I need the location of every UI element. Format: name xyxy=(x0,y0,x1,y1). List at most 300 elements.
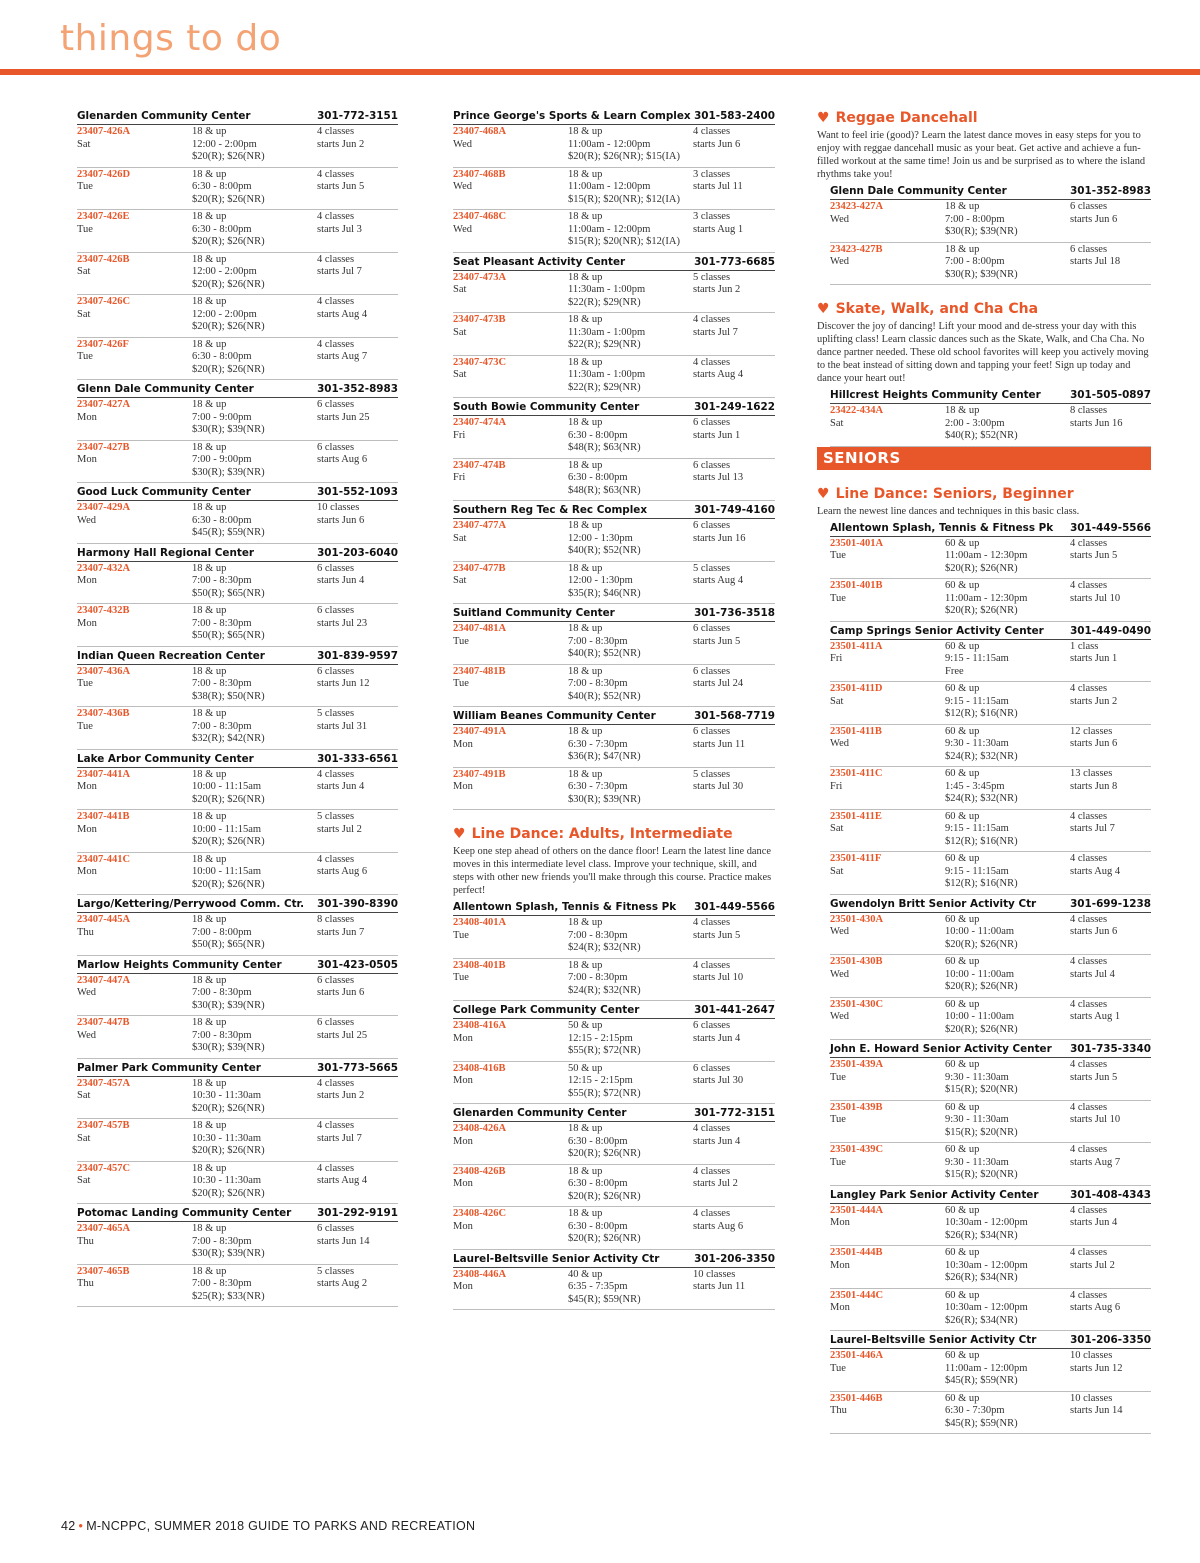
class-count: 10 classes xyxy=(317,502,360,513)
class-age: 18 & up xyxy=(568,1208,603,1219)
class-age: 18 & up xyxy=(192,605,227,616)
class-row xyxy=(830,1349,1151,1392)
class-count: 13 classes xyxy=(1070,768,1113,779)
class-age: 18 & up xyxy=(568,917,603,928)
class-fee: $20(R); $26(NR) xyxy=(192,793,265,805)
class-day: Sat xyxy=(453,532,467,544)
class-detail-cell xyxy=(945,580,1070,618)
class-age: 60 & up xyxy=(945,956,980,967)
class-session-cell xyxy=(1070,1059,1151,1097)
class-start: starts Jun 4 xyxy=(317,781,365,792)
class-start: starts Jul 7 xyxy=(317,266,362,277)
class-id-cell xyxy=(453,1166,568,1204)
class-age: 18 & up xyxy=(568,726,603,737)
venue-phone: 301-292-9191 xyxy=(317,1207,398,1219)
class-count: 4 classes xyxy=(1070,1247,1108,1258)
class-day: Wed xyxy=(830,968,849,980)
class-detail-cell xyxy=(945,1247,1070,1285)
class-session-cell xyxy=(317,1163,398,1201)
class-count: 10 classes xyxy=(1070,1350,1113,1361)
class-detail-cell xyxy=(945,405,1070,443)
venue-block xyxy=(453,256,775,399)
class-id-cell xyxy=(77,1120,192,1158)
class-fee: $45(R); $59(NR) xyxy=(945,1375,1018,1386)
class-detail-cell xyxy=(568,960,693,998)
class-time: 12:00 - 2:00pm xyxy=(192,138,257,150)
class-code: 23407-477B xyxy=(453,562,506,574)
class-age: 60 & up xyxy=(945,640,980,652)
class-detail-cell xyxy=(945,683,1070,721)
class-id-cell xyxy=(830,580,945,618)
class-detail-cell xyxy=(192,126,317,164)
venue-phone: 301-390-8390 xyxy=(317,898,398,910)
class-code: 23407-465A xyxy=(77,1223,131,1234)
class-age: 60 & up xyxy=(945,725,980,737)
class-id-cell xyxy=(77,211,192,249)
class-age: 60 & up xyxy=(945,1101,980,1113)
class-start: starts Jul 3 xyxy=(317,223,362,235)
class-age: 50 & up xyxy=(568,1020,603,1031)
class-start: starts Jul 13 xyxy=(693,472,744,483)
class-id-cell xyxy=(830,999,945,1037)
class-time: 7:00 - 8:30pm xyxy=(192,1029,252,1041)
class-age: 18 & up xyxy=(568,417,603,428)
class-code: 23408-426B xyxy=(453,1165,506,1177)
class-day: Mon xyxy=(453,738,473,750)
class-code: 23501-401A xyxy=(830,537,884,549)
venue-phone: 301-203-6040 xyxy=(317,546,398,559)
class-time: 10:30 - 11:30am xyxy=(192,1132,262,1144)
section-description: Keep one step ahead of others on the dance floor! Learn the latest line dance moves in this intermediate level class. Improve your technique, skill, and steps with other new friends you'll make through this course. Practice makes perfect! xyxy=(453,846,772,896)
class-row xyxy=(830,640,1151,683)
venue-name: Suitland Community Center xyxy=(453,607,615,619)
class-code: 23422-434A xyxy=(830,405,884,416)
class-id-cell xyxy=(830,538,945,576)
class-age: 18 & up xyxy=(568,959,603,971)
venue-name: Lake Arbor Community Center xyxy=(77,752,254,765)
class-detail-cell xyxy=(192,854,317,892)
class-fee: $24(R); $32(NR) xyxy=(568,984,641,996)
venue-block xyxy=(453,401,775,501)
class-row xyxy=(453,125,775,168)
class-row xyxy=(77,253,398,296)
class-fee: $20(R); $26(NR); $15(IA) xyxy=(568,151,680,162)
class-code: 23407-426A xyxy=(77,126,131,137)
class-id-cell xyxy=(830,683,945,721)
class-time: 11:30am - 1:00pm xyxy=(568,284,646,295)
class-session-cell xyxy=(1070,1290,1151,1328)
class-detail-cell xyxy=(192,605,317,643)
class-row xyxy=(453,210,775,253)
venue-header xyxy=(830,1334,1151,1349)
class-row xyxy=(453,768,775,811)
venue-name: Allentown Splash, Tennis & Fitness Pk xyxy=(453,901,677,913)
class-age: 18 & up xyxy=(568,459,603,471)
class-time: 9:30 - 11:30am xyxy=(945,738,1009,749)
class-time: 11:00am - 12:00pm xyxy=(568,223,651,235)
class-start: starts Jul 11 xyxy=(693,181,743,192)
class-age: 18 & up xyxy=(192,1077,227,1089)
class-id-cell xyxy=(830,1205,945,1243)
venue-header xyxy=(77,753,398,768)
class-fee: $45(R); $59(NR) xyxy=(192,527,265,538)
section-title-text: Skate, Walk, and Cha Cha xyxy=(835,301,1039,317)
class-day: Fri xyxy=(453,472,466,483)
class-fee: $20(R); $26(NR) xyxy=(192,236,265,247)
class-session-cell xyxy=(317,502,398,540)
venue-name: Glenn Dale Community Center xyxy=(77,383,254,395)
class-time: 9:30 - 11:30am xyxy=(945,1071,1009,1083)
class-fee: $40(R); $52(NR) xyxy=(568,545,641,556)
class-count: 4 classes xyxy=(317,126,355,137)
class-code: 23408-401B xyxy=(453,959,506,971)
class-detail-cell xyxy=(945,956,1070,994)
class-detail-cell xyxy=(568,211,693,249)
class-start: starts Jul 2 xyxy=(1070,1259,1115,1271)
class-row xyxy=(77,1265,398,1308)
class-code: 23501-411B xyxy=(830,725,882,737)
footer-text: M-NCPPC, SUMMER 2018 GUIDE TO PARKS AND RECREATION xyxy=(86,1519,476,1533)
class-count: 4 classes xyxy=(317,768,355,780)
class-count: 4 classes xyxy=(1070,537,1108,549)
section-description: Want to feel irie (good)? Learn the latest dance moves in easy steps for you to enjoy with reggae dancehall music as your beat. Get active and achieve a fun-filled workout at the same time! Join us and be surprised as to where the island rhythms take you! xyxy=(817,130,1146,180)
class-day: Thu xyxy=(77,1235,94,1247)
class-age: 60 & up xyxy=(945,1392,980,1404)
class-code: 23501-430B xyxy=(830,956,883,967)
venue-header xyxy=(453,1107,775,1122)
class-count: 6 classes xyxy=(693,665,731,677)
class-time: 12:00 - 2:00pm xyxy=(192,308,257,320)
class-start: starts Jul 31 xyxy=(317,720,368,732)
class-session-cell xyxy=(317,442,398,480)
class-detail-cell xyxy=(192,1120,317,1158)
class-start: starts Jun 16 xyxy=(1070,417,1123,429)
venue-header xyxy=(77,898,398,913)
venue-block xyxy=(830,625,1151,895)
venue-block xyxy=(77,547,398,647)
class-count: 6 classes xyxy=(693,520,731,531)
class-id-cell xyxy=(830,1247,945,1285)
class-time: 9:30 - 11:30am xyxy=(945,1156,1009,1168)
class-day: Thu xyxy=(77,1278,94,1289)
venue-phone: 301-449-0490 xyxy=(1070,624,1151,637)
class-detail-cell xyxy=(568,623,693,661)
class-code: 23407-429A xyxy=(77,502,131,513)
class-row xyxy=(453,1062,775,1105)
class-day: Tue xyxy=(830,550,846,561)
class-detail-cell xyxy=(568,563,693,601)
class-detail-cell xyxy=(192,254,317,292)
class-session-cell xyxy=(693,1166,775,1204)
class-code: 23407-427B xyxy=(77,441,130,453)
venue-block xyxy=(77,650,398,750)
class-row xyxy=(453,356,775,399)
venue-header xyxy=(77,383,398,398)
class-fee: $25(R); $33(NR) xyxy=(192,1290,265,1302)
class-count: 5 classes xyxy=(693,768,731,780)
class-id-cell xyxy=(830,726,945,764)
class-age: 18 & up xyxy=(192,914,227,925)
class-time: 9:15 - 11:15am xyxy=(945,653,1009,664)
class-start: starts Jun 5 xyxy=(1070,1071,1118,1083)
class-code: 23408-426A xyxy=(453,1123,507,1134)
class-start: starts Jun 2 xyxy=(317,138,365,150)
class-start: starts Jun 4 xyxy=(1070,1217,1118,1228)
class-day: Sat xyxy=(77,1090,91,1101)
venue-phone: 301-839-9597 xyxy=(317,649,398,662)
venue-header xyxy=(830,522,1151,537)
class-time: 6:30 - 8:00pm xyxy=(192,351,252,362)
class-time: 7:00 - 8:30pm xyxy=(568,929,628,941)
class-id-cell xyxy=(77,708,192,746)
class-row xyxy=(830,1392,1151,1435)
class-age: 18 & up xyxy=(192,1162,227,1174)
class-row xyxy=(830,404,1151,447)
class-code: 23407-426F xyxy=(77,338,129,350)
class-session-cell xyxy=(693,417,775,455)
class-id-cell xyxy=(453,314,568,352)
class-start: starts Jul 4 xyxy=(1070,968,1115,980)
class-count: 8 classes xyxy=(317,914,355,925)
class-session-cell xyxy=(317,126,398,164)
class-row xyxy=(830,682,1151,725)
class-id-cell xyxy=(453,357,568,395)
class-start: starts Aug 6 xyxy=(317,454,368,465)
class-count: 5 classes xyxy=(693,271,731,283)
class-row xyxy=(453,725,775,768)
class-detail-cell xyxy=(568,126,693,164)
class-start: starts Aug 6 xyxy=(317,866,368,877)
class-detail-cell xyxy=(192,563,317,601)
class-day: Mon xyxy=(453,1032,473,1044)
venue-name: Marlow Heights Community Center xyxy=(77,958,282,971)
class-session-cell xyxy=(1070,405,1151,443)
class-code: 23408-401A xyxy=(453,917,507,928)
venue-phone: 301-352-8983 xyxy=(317,383,398,395)
class-fee: $48(R); $63(NR) xyxy=(568,442,641,453)
class-id-cell xyxy=(453,1208,568,1246)
class-code: 23407-473B xyxy=(453,314,506,325)
class-row xyxy=(830,767,1151,810)
class-fee: $30(R); $39(NR) xyxy=(192,1248,265,1259)
venue-header xyxy=(77,1062,398,1077)
class-session-cell xyxy=(317,399,398,437)
class-time: 9:15 - 11:15am xyxy=(945,823,1009,834)
class-fee: Free xyxy=(945,665,964,677)
class-start: starts Jun 6 xyxy=(317,987,365,998)
class-start: starts Jun 1 xyxy=(693,429,741,441)
class-fee: $55(R); $72(NR) xyxy=(568,1087,641,1099)
class-session-cell xyxy=(1070,956,1151,994)
venue-phone: 301-736-3518 xyxy=(694,607,775,619)
class-age: 18 & up xyxy=(192,126,227,137)
class-start: starts Jun 6 xyxy=(1070,213,1118,225)
class-count: 4 classes xyxy=(693,959,731,971)
class-code: 23501-430A xyxy=(830,913,884,925)
venue-header xyxy=(77,959,398,974)
page-title: things to do xyxy=(60,18,282,59)
class-fee: $26(R); $34(NR) xyxy=(945,1314,1018,1326)
class-session-cell xyxy=(1070,641,1151,679)
class-session-cell xyxy=(1070,853,1151,891)
class-age: 18 & up xyxy=(945,405,980,416)
class-age: 18 & up xyxy=(945,243,980,255)
class-session-cell xyxy=(693,211,775,249)
class-day: Mon xyxy=(830,1217,850,1228)
class-count: 5 classes xyxy=(317,708,355,719)
venue-block xyxy=(77,753,398,896)
class-detail-cell xyxy=(568,1208,693,1246)
class-code: 23407-447A xyxy=(77,974,131,986)
venue-header xyxy=(453,401,775,416)
class-fee: $30(R); $39(NR) xyxy=(568,793,641,805)
venue-phone: 301-505-0897 xyxy=(1070,389,1151,401)
class-row xyxy=(453,519,775,562)
class-row xyxy=(830,913,1151,956)
class-detail-cell xyxy=(945,1102,1070,1140)
class-fee: $20(R); $26(NR) xyxy=(945,981,1018,992)
class-age: 50 & up xyxy=(568,1062,603,1074)
class-start: starts Aug 4 xyxy=(317,1175,368,1186)
class-detail-cell xyxy=(192,1266,317,1304)
class-age: 18 & up xyxy=(192,853,227,865)
class-id-cell xyxy=(77,854,192,892)
class-id-cell xyxy=(830,1059,945,1097)
class-detail-cell xyxy=(945,853,1070,891)
class-id-cell xyxy=(453,1063,568,1101)
venue-name: Seat Pleasant Activity Center xyxy=(453,255,626,268)
class-id-cell xyxy=(830,244,945,282)
class-day: Sat xyxy=(453,284,467,295)
class-age: 60 & up xyxy=(945,1350,980,1361)
venue-name: Langley Park Senior Activity Center xyxy=(830,1188,1039,1201)
class-start: starts Aug 6 xyxy=(693,1220,744,1232)
class-fee: $30(R); $39(NR) xyxy=(945,268,1018,280)
class-detail-cell xyxy=(568,726,693,764)
class-start: starts Jul 10 xyxy=(693,972,744,983)
class-day: Tue xyxy=(830,592,846,604)
class-age: 18 & up xyxy=(568,1165,603,1177)
class-count: 4 classes xyxy=(693,1165,731,1177)
class-start: starts Jun 2 xyxy=(317,1090,365,1101)
class-time: 7:00 - 8:30pm xyxy=(192,1235,252,1247)
class-session-cell xyxy=(317,1120,398,1158)
venue-block xyxy=(830,1189,1151,1332)
class-count: 4 classes xyxy=(317,1120,355,1131)
class-session-cell xyxy=(317,811,398,849)
class-session-cell xyxy=(693,666,775,704)
class-id-cell xyxy=(830,1144,945,1182)
class-session-cell xyxy=(693,357,775,395)
class-id-cell xyxy=(830,914,945,952)
class-detail-cell xyxy=(568,314,693,352)
venue-header xyxy=(77,1207,398,1222)
venue-block xyxy=(453,901,775,1001)
class-id-cell xyxy=(77,811,192,849)
class-detail-cell xyxy=(568,1123,693,1161)
class-row xyxy=(830,725,1151,768)
class-fee: $24(R); $32(NR) xyxy=(568,942,641,953)
class-session-cell xyxy=(317,1266,398,1304)
class-day: Tue xyxy=(77,223,93,235)
class-start: starts Jul 10 xyxy=(1070,592,1121,604)
class-time: 10:30 - 11:30am xyxy=(192,1175,262,1186)
class-fee: $12(R); $16(NR) xyxy=(945,708,1018,719)
class-day: Mon xyxy=(77,575,97,586)
class-detail-cell xyxy=(945,811,1070,849)
venue-block xyxy=(830,389,1151,447)
class-id-cell xyxy=(453,960,568,998)
class-day: Sat xyxy=(77,1175,91,1186)
class-fee: $24(R); $32(NR) xyxy=(945,750,1018,762)
class-row xyxy=(830,810,1151,853)
column-1 xyxy=(77,110,398,1307)
class-age: 18 & up xyxy=(568,1123,603,1134)
class-start: starts Jun 6 xyxy=(1070,926,1118,937)
section-title-text: Line Dance: Adults, Intermediate xyxy=(471,826,733,842)
venue-name: Harmony Hall Regional Center xyxy=(77,546,255,559)
class-day: Wed xyxy=(830,1011,849,1022)
class-day: Mon xyxy=(830,1259,850,1271)
class-age: 18 & up xyxy=(192,338,227,350)
class-session-cell xyxy=(693,623,775,661)
class-session-cell xyxy=(317,563,398,601)
class-time: 11:00am - 12:30pm xyxy=(945,550,1028,561)
class-code: 23407-436B xyxy=(77,708,130,719)
class-day: Wed xyxy=(830,738,849,749)
venue-block xyxy=(453,1107,775,1250)
venue-phone: 301-735-3340 xyxy=(1070,1043,1151,1055)
class-session-cell xyxy=(317,666,398,704)
class-age: 60 & up xyxy=(945,1289,980,1301)
class-time: 6:30 - 8:00pm xyxy=(568,1220,628,1232)
class-id-cell xyxy=(453,520,568,558)
class-fee: $20(R); $26(NR) xyxy=(192,1102,265,1114)
class-age: 18 & up xyxy=(192,441,227,453)
class-age: 60 & up xyxy=(945,1247,980,1258)
class-age: 18 & up xyxy=(192,562,227,574)
class-count: 4 classes xyxy=(693,314,731,325)
class-detail-cell xyxy=(568,917,693,955)
class-id-cell xyxy=(77,169,192,207)
class-row xyxy=(77,1016,398,1059)
class-count: 4 classes xyxy=(1070,1144,1108,1155)
class-detail-cell xyxy=(192,1223,317,1261)
class-start: starts Jul 2 xyxy=(317,823,362,835)
class-detail-cell xyxy=(192,339,317,377)
class-count: 10 classes xyxy=(1070,1392,1113,1404)
class-start: starts Jun 12 xyxy=(1070,1362,1123,1374)
class-day: Mon xyxy=(453,1220,473,1232)
class-fee: $30(R); $39(NR) xyxy=(192,466,265,478)
class-id-cell xyxy=(830,853,945,891)
venue-block xyxy=(830,1334,1151,1434)
class-row xyxy=(77,768,398,811)
class-id-cell xyxy=(77,975,192,1013)
class-count: 12 classes xyxy=(1070,725,1113,737)
venue-header xyxy=(453,1004,775,1019)
class-detail-cell xyxy=(568,666,693,704)
heart-icon: ♥ xyxy=(817,301,830,317)
class-age: 18 & up xyxy=(568,211,603,222)
class-row xyxy=(77,338,398,381)
class-row xyxy=(453,1165,775,1208)
class-count: 4 classes xyxy=(317,211,355,222)
class-detail-cell xyxy=(945,1393,1070,1431)
class-row xyxy=(830,1101,1151,1144)
class-day: Sat xyxy=(77,138,91,150)
column-3 xyxy=(817,110,1151,1434)
